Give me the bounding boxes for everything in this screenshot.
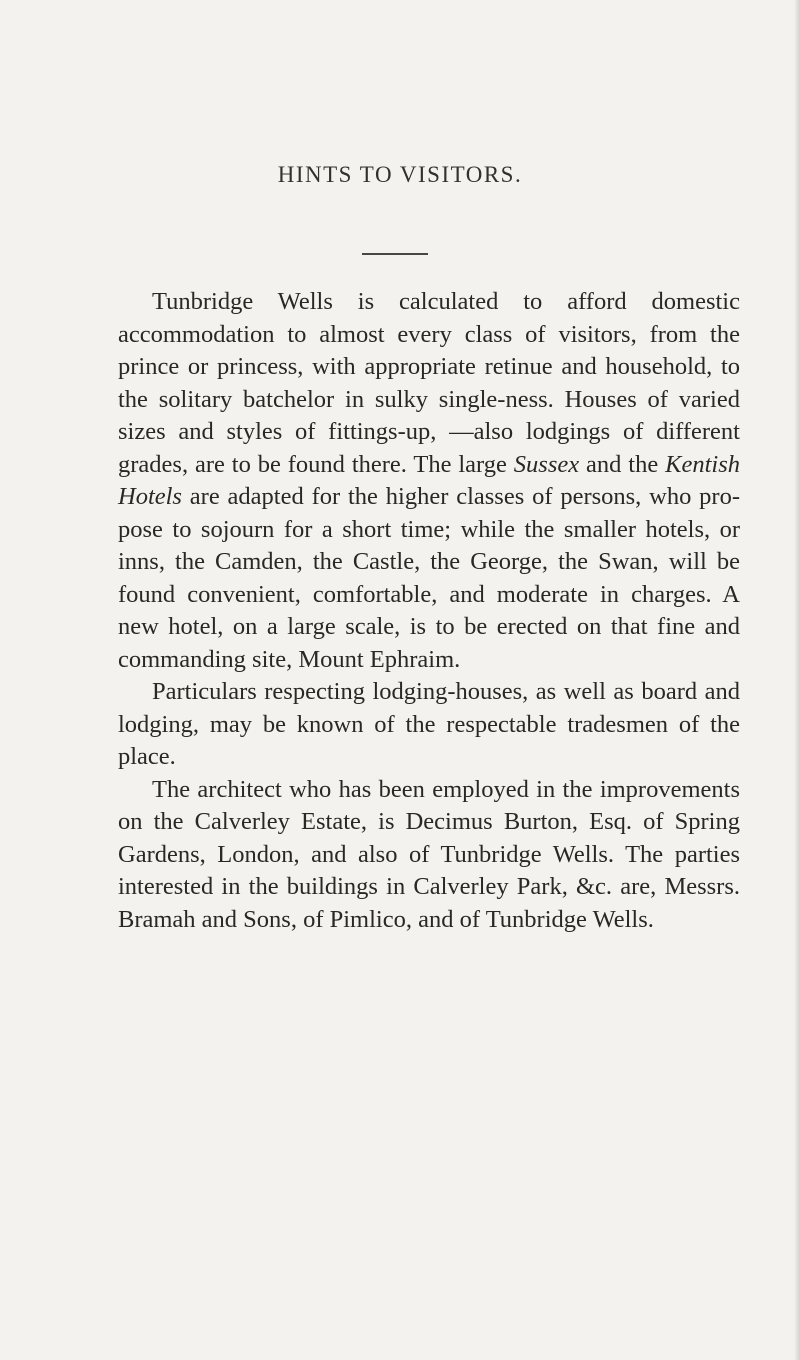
text-segment: Particulars respecting lodging-houses, as well as board and lodging, may be known of the respectable tradesmen of the place. [118, 678, 740, 770]
text-segment: Tunbridge Wells is calculated to afford domestic accommodation to almost every class of visitors, from the prince or princess, with appropriate retinue and household, to the solitary batchelor in sulky single-ness. Houses of varied sizes and styles of fittings-up, —also lodgings of different grades, are to be found there. The large [118, 288, 740, 478]
page-title: HINTS TO VISITORS. [277, 162, 523, 187]
paragraph-1 [118, 286, 740, 676]
paragraph-2 [118, 676, 740, 774]
title-divider [362, 253, 428, 255]
body-text [118, 286, 740, 936]
page-edge-shadow [794, 0, 800, 1360]
text-segment-italic: Sussex [513, 450, 580, 478]
text-segment-italic: Kentish Hotels [118, 450, 740, 510]
text-segment: and the [579, 450, 666, 478]
text-segment: are adapted for the higher classes of persons, who pro-pose to sojourn for a short time; while the smaller hotels, or inns, the Camden, the Castle, the George, the Swan, will be found convenient, comfortable, and moderate in charges. A new hotel, on a large scale, is to be erected on that fine and commanding site, Mount Ephraim. [118, 483, 740, 673]
paragraph-3 [118, 774, 740, 937]
text-segment: The architect who has been employed in the improvements on the Calverley Estate, is Decimus Burton, Esq. of Spring Gardens, London, and also of Tunbridge Wells. The parties interested in the buildings in Calverley Park, &c. are, Messrs. Bramah and Sons, of Pimlico, and of Tunbridge Wells. [118, 775, 740, 933]
